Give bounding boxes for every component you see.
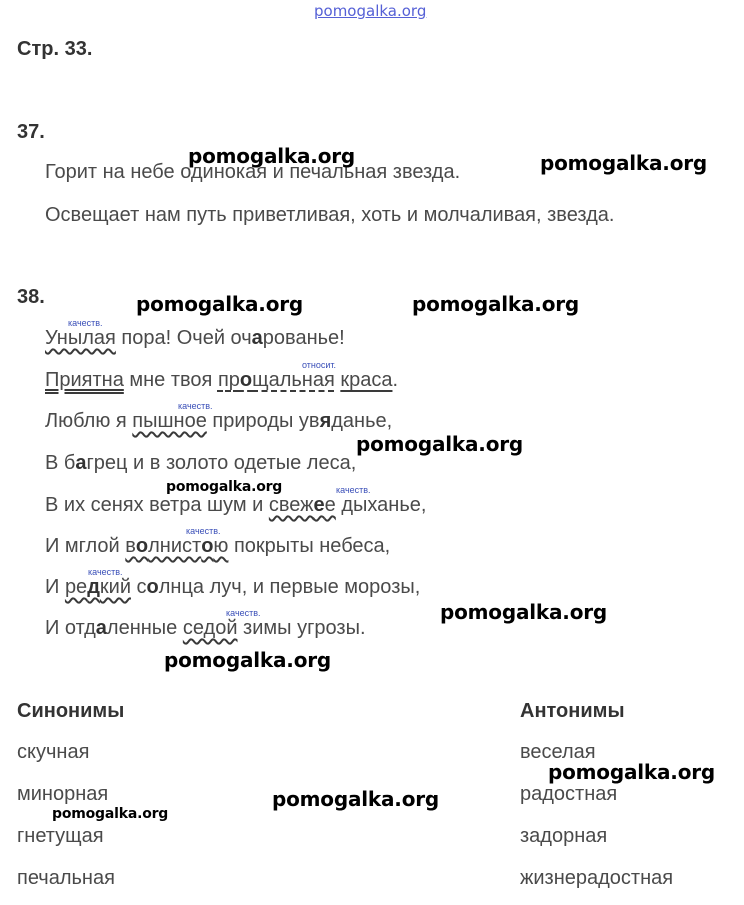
watermark: pomogalka.org xyxy=(166,479,283,495)
poem-word-marked: прощальная xyxy=(217,369,335,391)
stressed-letter: а xyxy=(95,617,107,639)
watermark: pomogalka.org xyxy=(440,600,608,624)
synonym-item: скучная xyxy=(17,741,90,763)
watermark: pomogalka.org xyxy=(164,648,332,672)
poem-text: И отд xyxy=(45,617,96,639)
watermark: pomogalka.org xyxy=(548,760,716,784)
stressed-letter: а xyxy=(75,452,87,474)
poem-text: мне твоя xyxy=(123,369,218,391)
exercise-37-line-1: Горит на небе одинокая и печальная звезда. xyxy=(45,161,461,183)
antonym-item: радостная xyxy=(520,783,618,805)
poem-line-6 xyxy=(45,535,390,558)
exercise-37-number: 37. xyxy=(17,121,45,143)
stressed-letter: о xyxy=(146,576,159,598)
watermark: pomogalka.org xyxy=(188,144,356,168)
annotation-tag: качеств. xyxy=(88,567,123,577)
annotation-tag: качеств. xyxy=(68,318,103,328)
poem-text: рованье! xyxy=(262,327,345,349)
watermark: pomogalka.org xyxy=(356,432,524,456)
exercise-37-line-2: Освещает нам путь приветливая, хоть и молчаливая, звезда. xyxy=(45,204,615,226)
poem-text: . xyxy=(392,369,399,391)
antonym-item: задорная xyxy=(520,825,608,847)
watermark: pomogalka.org xyxy=(540,151,708,175)
stressed-letter: я xyxy=(319,410,332,432)
annotation-tag: относит. xyxy=(302,360,337,370)
poem-text: зимы угрозы. xyxy=(237,617,366,639)
site-link-top[interactable]: pomogalka.org xyxy=(314,2,427,20)
poem-word-marked: седой xyxy=(182,617,238,639)
watermark: pomogalka.org xyxy=(272,787,440,811)
annotation-tag: качеств. xyxy=(178,401,213,411)
annotation-tag: качеств. xyxy=(186,526,221,536)
poem-text: В б xyxy=(45,452,76,474)
page-label: Стр. 33. xyxy=(17,38,93,60)
poem-text: пора! Очей оч xyxy=(115,327,252,349)
poem-text: природы ув xyxy=(206,410,320,432)
poem-text: с xyxy=(130,576,147,598)
watermark: pomogalka.org xyxy=(52,806,169,822)
poem-text: покрыты небеса, xyxy=(228,535,391,557)
poem-text: данье, xyxy=(331,410,393,432)
poem-text: И xyxy=(45,576,65,598)
poem-word-predicate: Приятна xyxy=(45,369,124,391)
poem-word-subject: краса xyxy=(340,369,393,391)
watermark: pomogalka.org xyxy=(136,292,304,316)
poem-line-7 xyxy=(45,576,420,599)
annotation-tag: качеств. xyxy=(336,485,371,495)
synonym-item: печальная xyxy=(17,867,115,889)
poem-text: В их сенях ветра шум и xyxy=(45,494,269,516)
poem-text: грец и в золото одетые леса, xyxy=(86,452,357,474)
poem-word-marked: волнистою xyxy=(125,535,229,557)
poem-text: Люблю я xyxy=(45,410,133,432)
antonyms-heading: Антонимы xyxy=(520,700,625,722)
poem-line-4 xyxy=(45,452,356,475)
poem-word-marked: свежее xyxy=(268,494,336,516)
antonym-item: жизнерадостная xyxy=(520,867,674,889)
poem-text: И мглой xyxy=(45,535,126,557)
poem-word-marked: пышное xyxy=(132,410,207,432)
stressed-letter: а xyxy=(251,327,263,349)
annotation-tag: качеств. xyxy=(226,608,261,618)
antonym-item: веселая xyxy=(520,741,596,763)
poem-word-marked: редкий xyxy=(64,576,131,598)
poem-text: ленные xyxy=(106,617,183,639)
synonym-item: минорная xyxy=(17,783,109,805)
poem-text: лнца луч, и первые морозы, xyxy=(158,576,421,598)
poem-line-3 xyxy=(45,410,392,433)
exercise-38-number: 38. xyxy=(17,286,45,308)
synonyms-heading: Синонимы xyxy=(17,700,125,722)
poem-line-5 xyxy=(45,494,426,517)
poem-line-2 xyxy=(45,369,398,392)
poem-word-marked: Унылая xyxy=(45,327,116,349)
watermark: pomogalka.org xyxy=(412,292,580,316)
poem-text: дыханье, xyxy=(335,494,427,516)
poem-line-1 xyxy=(45,327,345,350)
synonym-item: гнетущая xyxy=(17,825,104,847)
poem-line-8 xyxy=(45,617,366,640)
